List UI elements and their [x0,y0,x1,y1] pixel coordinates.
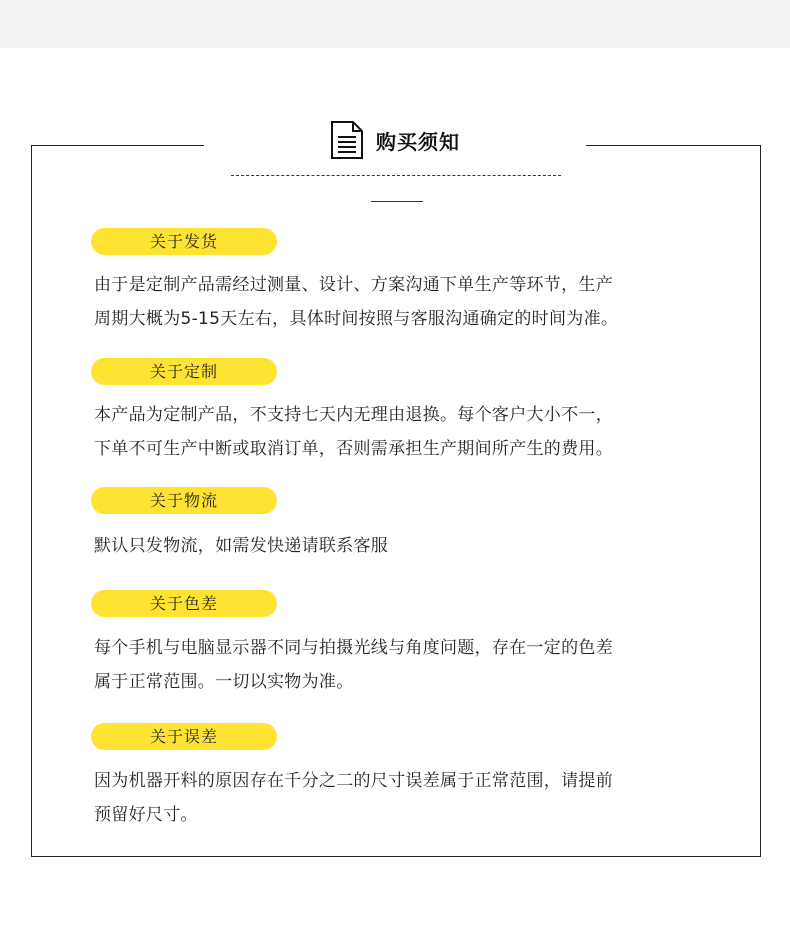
text-line: 下单不可生产中断或取消订单，否则需承担生产期间所产生的费用。 [94,439,613,459]
text-line: 本产品为定制产品，不支持七天内无理由退换。每个客户大小不一， [94,405,613,425]
top-band [0,0,790,48]
section-text-tolerance [94,764,714,832]
section-title-tolerance: 关于误差 [91,723,277,750]
text-line: 预留好尺寸。 [94,805,198,825]
header-dashed-divider [231,175,561,176]
text-line: 因为机器开料的原因存在千分之二的尺寸误差属于正常范围，请提前 [94,771,613,791]
section-title-logistics: 关于物流 [91,487,277,514]
page-title: 购买须知 [376,129,460,154]
section-text-shipping [94,268,714,336]
section-text-color [94,631,714,699]
section-title-custom: 关于定制 [91,358,277,385]
section-text-logistics [94,529,714,563]
text-line: 默认只发物流，如需发快递请联系客服 [94,536,389,556]
section-title-color: 关于色差 [91,590,277,617]
notice-header [330,120,460,160]
text-line: 属于正常范围。一切以实物为准。 [94,672,354,692]
document-icon [330,121,364,159]
text-line: 由于是定制产品需经过测量、设计、方案沟通下单生产等环节，生产 [94,275,613,295]
section-title-shipping: 关于发货 [91,228,277,255]
text-line: 周期大概为5-15天左右，具体时间按照与客服沟通确定的时间为准。 [94,309,619,329]
section-text-custom [94,398,714,466]
header-short-divider [371,201,423,202]
text-line: 每个手机与电脑显示器不同与拍摄光线与角度问题，存在一定的色差 [94,638,613,658]
